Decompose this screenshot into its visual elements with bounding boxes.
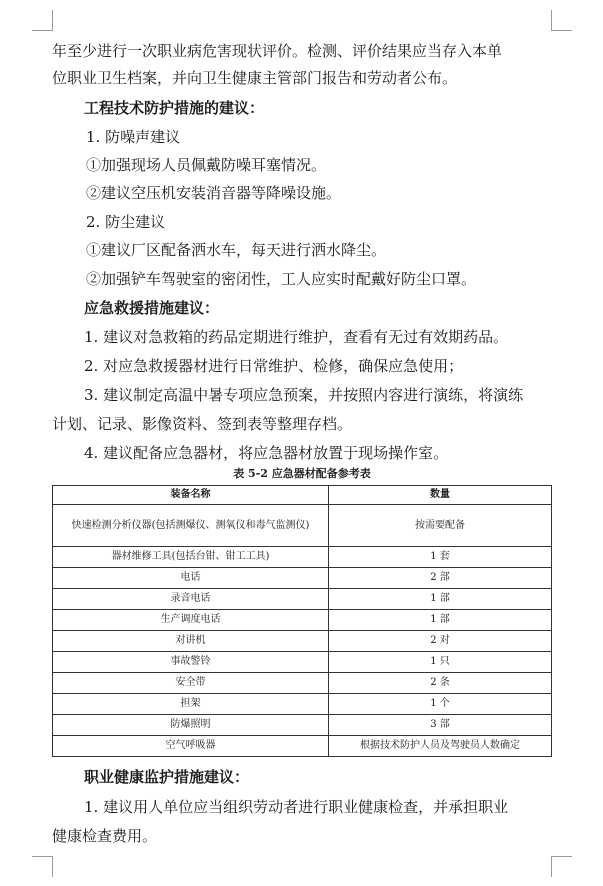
cell-equipment-name: 对讲机 [53,631,329,652]
table-row [53,631,552,652]
crop-mark-bottom-right [551,856,572,877]
cell-quantity: 1 个 [329,694,552,715]
table-row [53,715,552,736]
body-text-line: 位职业卫生档案，并向卫生健康主管部门报告和劳动者公布。 [52,69,458,87]
list-item: 3. 建议制定高温中暑专项应急预案，并按照内容进行演练，将演练 [84,386,524,404]
table-row [53,547,552,568]
table-row [53,673,552,694]
list-item: 2. 对应急救援器材进行日常维护、检修，确保应急使用； [84,357,464,375]
header-equipment-name: 装备名称 [53,486,329,505]
list-item: ②加强铲车驾驶室的密闭性，工人应实时配戴好防尘口罩。 [86,270,477,288]
body-text-line: 年至少进行一次职业病危害现状评价。检测、评价结果应当存入本单 [52,42,503,60]
cell-quantity: 2 部 [329,568,552,589]
cell-equipment-name: 录音电话 [53,589,329,610]
cell-equipment-name: 安全带 [53,673,329,694]
header-quantity: 数量 [329,486,552,505]
cell-equipment-name: 器材维修工具(包括台钳、钳工工具) [53,547,329,568]
list-item-continuation: 健康检查费用。 [52,827,158,845]
cell-quantity: 1 部 [329,610,552,631]
cell-equipment-name: 生产调度电话 [53,610,329,631]
equipment-table [52,485,552,757]
cell-quantity: 1 部 [329,589,552,610]
list-item: ②建议空压机安装消音器等降噪设施。 [86,184,342,202]
cell-quantity: 按需要配备 [329,505,552,547]
list-item: 4. 建议配备应急器材，将应急器材放置于现场操作室。 [84,444,449,462]
cell-equipment-name: 事故警铃 [53,652,329,673]
section-heading-engineering: 工程技术防护措施的建议： [84,99,265,117]
table-row [53,736,552,757]
subsection-title-noise: 1. 防噪声建议 [86,128,181,146]
cell-quantity: 2 对 [329,631,552,652]
cell-equipment-name: 担架 [53,694,329,715]
cell-quantity: 1 只 [329,652,552,673]
list-item-continuation: 计划、记录、影像资料、签到表等整理存档。 [52,415,353,433]
cell-equipment-name: 防爆照明 [53,715,329,736]
cell-quantity: 1 套 [329,547,552,568]
cell-equipment-name: 电话 [53,568,329,589]
subsection-title-dust: 2. 防尘建议 [86,213,166,231]
table-row [53,589,552,610]
crop-mark-bottom-left [32,856,53,877]
list-item: ①建议厂区配备洒水车，每天进行洒水降尘。 [86,241,387,259]
cell-quantity: 2 条 [329,673,552,694]
cell-equipment-name: 快速检测分析仪器(包括测爆仪、测氧仪和毒气监测仪) [53,505,329,547]
section-heading-health: 职业健康监护措施建议： [84,768,250,786]
crop-mark-top-left [32,10,53,31]
table-header-row [53,486,552,505]
crop-mark-top-right [551,10,572,31]
table-row [53,694,552,715]
table-row [53,568,552,589]
cell-equipment-name: 空气呼吸器 [53,736,329,757]
cell-quantity: 根据技术防护人员及驾驶员人数确定 [329,736,552,757]
list-item: 1. 建议对急救箱的药品定期进行维护，查看有无过有效期药品。 [84,328,509,346]
table-row [53,652,552,673]
list-item: 1. 建议用人单位应当组织劳动者进行职业健康检查，并承担职业 [84,798,509,816]
list-item: ①加强现场人员佩戴防噪耳塞情况。 [86,156,327,174]
section-heading-emergency: 应急救援措施建议： [84,299,220,317]
table-row [53,505,552,547]
table-caption: 表 5-2 应急器材配备参考表 [233,467,371,480]
cell-quantity: 3 部 [329,715,552,736]
table-row [53,610,552,631]
